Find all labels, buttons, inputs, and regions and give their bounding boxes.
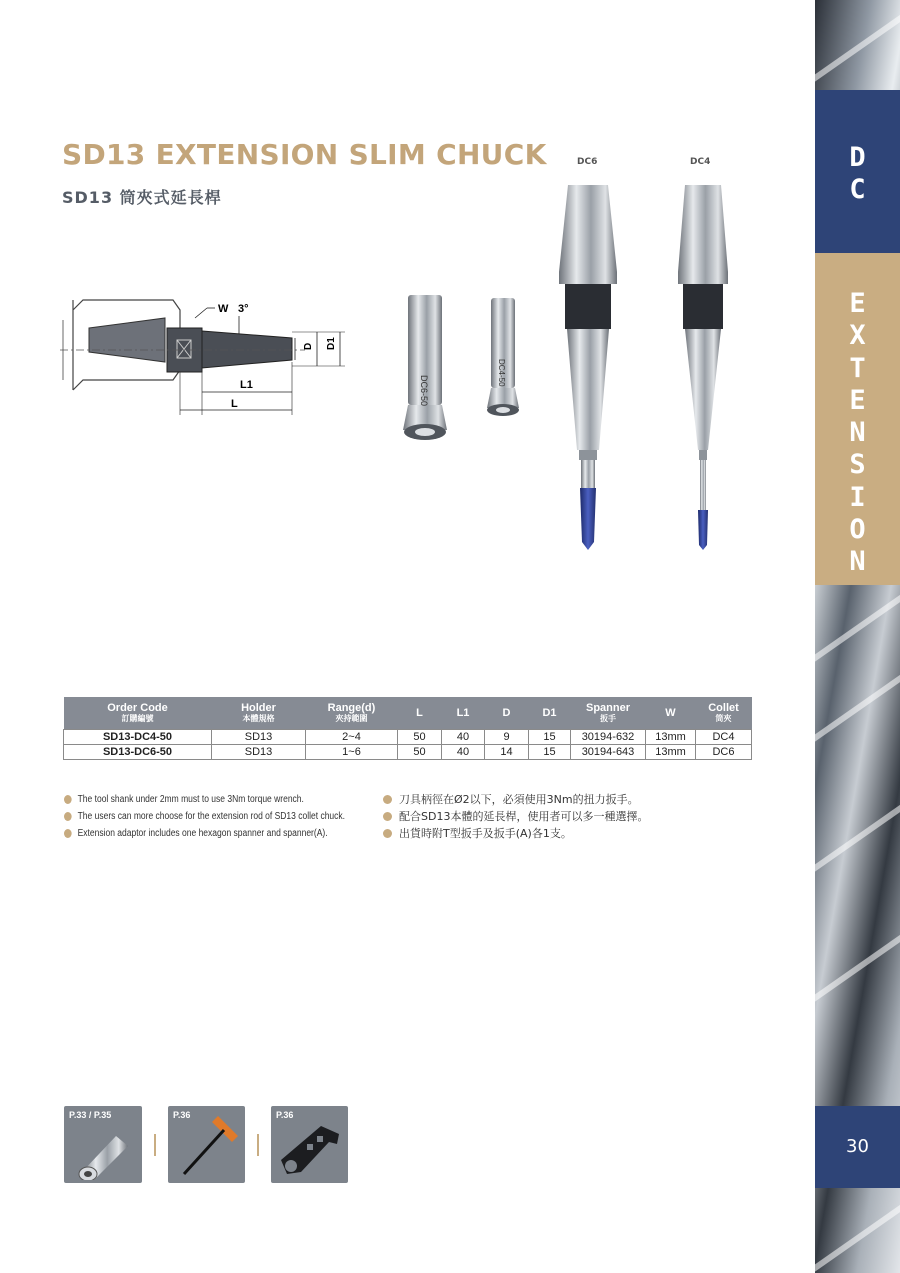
col-d1: D1 — [529, 697, 571, 730]
section-letter: E — [849, 288, 866, 319]
category-tab[interactable] — [815, 90, 900, 253]
dimension-diagram — [55, 290, 355, 420]
page-subtitle: SD13 筒夾式延長桿 — [62, 188, 222, 207]
spanner-icon — [277, 1120, 345, 1180]
col-w: W — [646, 697, 696, 730]
note-item: The tool shank under 2mm must to use 3Nm torque wrench. — [64, 791, 345, 808]
collet-tube-icon — [72, 1128, 134, 1180]
cell-spanner: 30194-632 — [571, 730, 646, 745]
col-spanner: Spanner 扳手 — [571, 697, 646, 730]
table-header-row — [64, 697, 752, 730]
section-letter: O — [849, 514, 866, 546]
label-d: D — [303, 342, 314, 350]
notes-english — [64, 791, 345, 842]
chuck-dc6-image — [553, 180, 623, 555]
cell-d1: 15 — [529, 730, 571, 745]
label-d1: D1 — [326, 337, 337, 350]
note-item: Extension adaptor includes one hexagon spanner and spanner(A). — [64, 825, 345, 842]
chuck-dc4-image — [668, 180, 738, 555]
cell-l: 50 — [398, 745, 442, 760]
chuck-dc4-label: DC4 — [690, 157, 711, 167]
note-item: 出貨時附T型扳手及扳手(A)各1支。 — [383, 825, 648, 842]
note-item: The users can more choose for the extension rod of SD13 collet chuck. — [64, 808, 345, 825]
metal-streak — [815, 660, 900, 745]
note-item: 配合SD13本體的延長桿，使用者可以多一種選擇。 — [383, 808, 648, 825]
section-letter: N — [849, 417, 866, 449]
holder-inner — [89, 318, 165, 362]
cell-l1: 40 — [442, 745, 485, 760]
cell-range: 2~4 — [306, 730, 398, 745]
separator — [154, 1134, 156, 1156]
collet-large-image — [400, 290, 450, 445]
cell-order-code: SD13-DC6-50 — [64, 745, 212, 760]
accessory-spanner-link[interactable] — [271, 1106, 348, 1183]
col-order-code: Order Code 訂購編號 — [64, 697, 212, 730]
section-tab[interactable] — [815, 253, 900, 585]
accessory-page-ref: P.33 / P.35 — [69, 1110, 112, 1120]
notes-chinese — [383, 791, 648, 842]
label-l1: L1 — [240, 379, 253, 391]
label-angle: 3° — [238, 303, 249, 315]
col-l1: L1 — [442, 697, 485, 730]
cell-collet: DC4 — [696, 730, 752, 745]
section-letter: E — [849, 384, 866, 416]
spec-table — [63, 697, 752, 760]
collet-large-marking: DC6-50 — [419, 375, 429, 407]
accessory-t-wrench-link[interactable] — [168, 1106, 245, 1183]
page-number: 30 — [815, 1106, 900, 1188]
category-letter: D — [849, 142, 866, 173]
metal-streak — [815, 1190, 900, 1273]
col-range: Range(d) 夾持範圍 — [306, 697, 398, 730]
cell-range: 1~6 — [306, 745, 398, 760]
cell-collet: DC6 — [696, 745, 752, 760]
col-holder: Holder 本體規格 — [212, 697, 306, 730]
chuck-dc6-label: DC6 — [577, 157, 598, 167]
accessory-page-ref: P.36 — [173, 1110, 191, 1120]
metal-streak — [815, 580, 900, 665]
cell-order-code: SD13-DC4-50 — [64, 730, 212, 745]
section-letter: N — [849, 546, 866, 578]
col-collet: Collet 筒夾 — [696, 697, 752, 730]
separator — [257, 1134, 259, 1156]
label-l: L — [231, 398, 238, 410]
extension-taper — [202, 331, 292, 368]
col-d: D — [485, 697, 529, 730]
page-title: SD13 EXTENSION SLIM CHUCK — [62, 138, 547, 171]
t-wrench-icon — [176, 1110, 242, 1180]
cell-w: 13mm — [646, 745, 696, 760]
cell-w: 13mm — [646, 730, 696, 745]
note-item: 刀具柄徑在Ø2以下，必須使用3Nm的扭力扳手。 — [383, 791, 648, 808]
accessory-page-ref: P.36 — [276, 1110, 294, 1120]
metal-streak — [815, 0, 900, 85]
cell-holder: SD13 — [212, 745, 306, 760]
cell-spanner: 30194-643 — [571, 745, 646, 760]
table-row — [64, 745, 752, 760]
accessory-collet-link[interactable] — [64, 1106, 142, 1183]
collet-small-image — [483, 293, 523, 423]
cell-l1: 40 — [442, 730, 485, 745]
section-letter: T — [849, 352, 866, 384]
cell-d: 14 — [485, 745, 529, 760]
label-w: W — [218, 303, 229, 315]
side-band — [815, 0, 900, 1273]
cell-d1: 15 — [529, 745, 571, 760]
category-letter: C — [849, 174, 866, 205]
metal-streak — [815, 790, 900, 875]
metal-streak — [815, 920, 900, 1005]
cell-holder: SD13 — [212, 730, 306, 745]
cell-d: 9 — [485, 730, 529, 745]
table-row — [64, 730, 752, 745]
cell-l: 50 — [398, 730, 442, 745]
section-letter: I — [849, 481, 866, 513]
section-letter: S — [849, 449, 866, 481]
col-l: L — [398, 697, 442, 730]
collet-small-marking: DC4-50 — [497, 359, 506, 387]
section-letter: X — [849, 320, 866, 352]
